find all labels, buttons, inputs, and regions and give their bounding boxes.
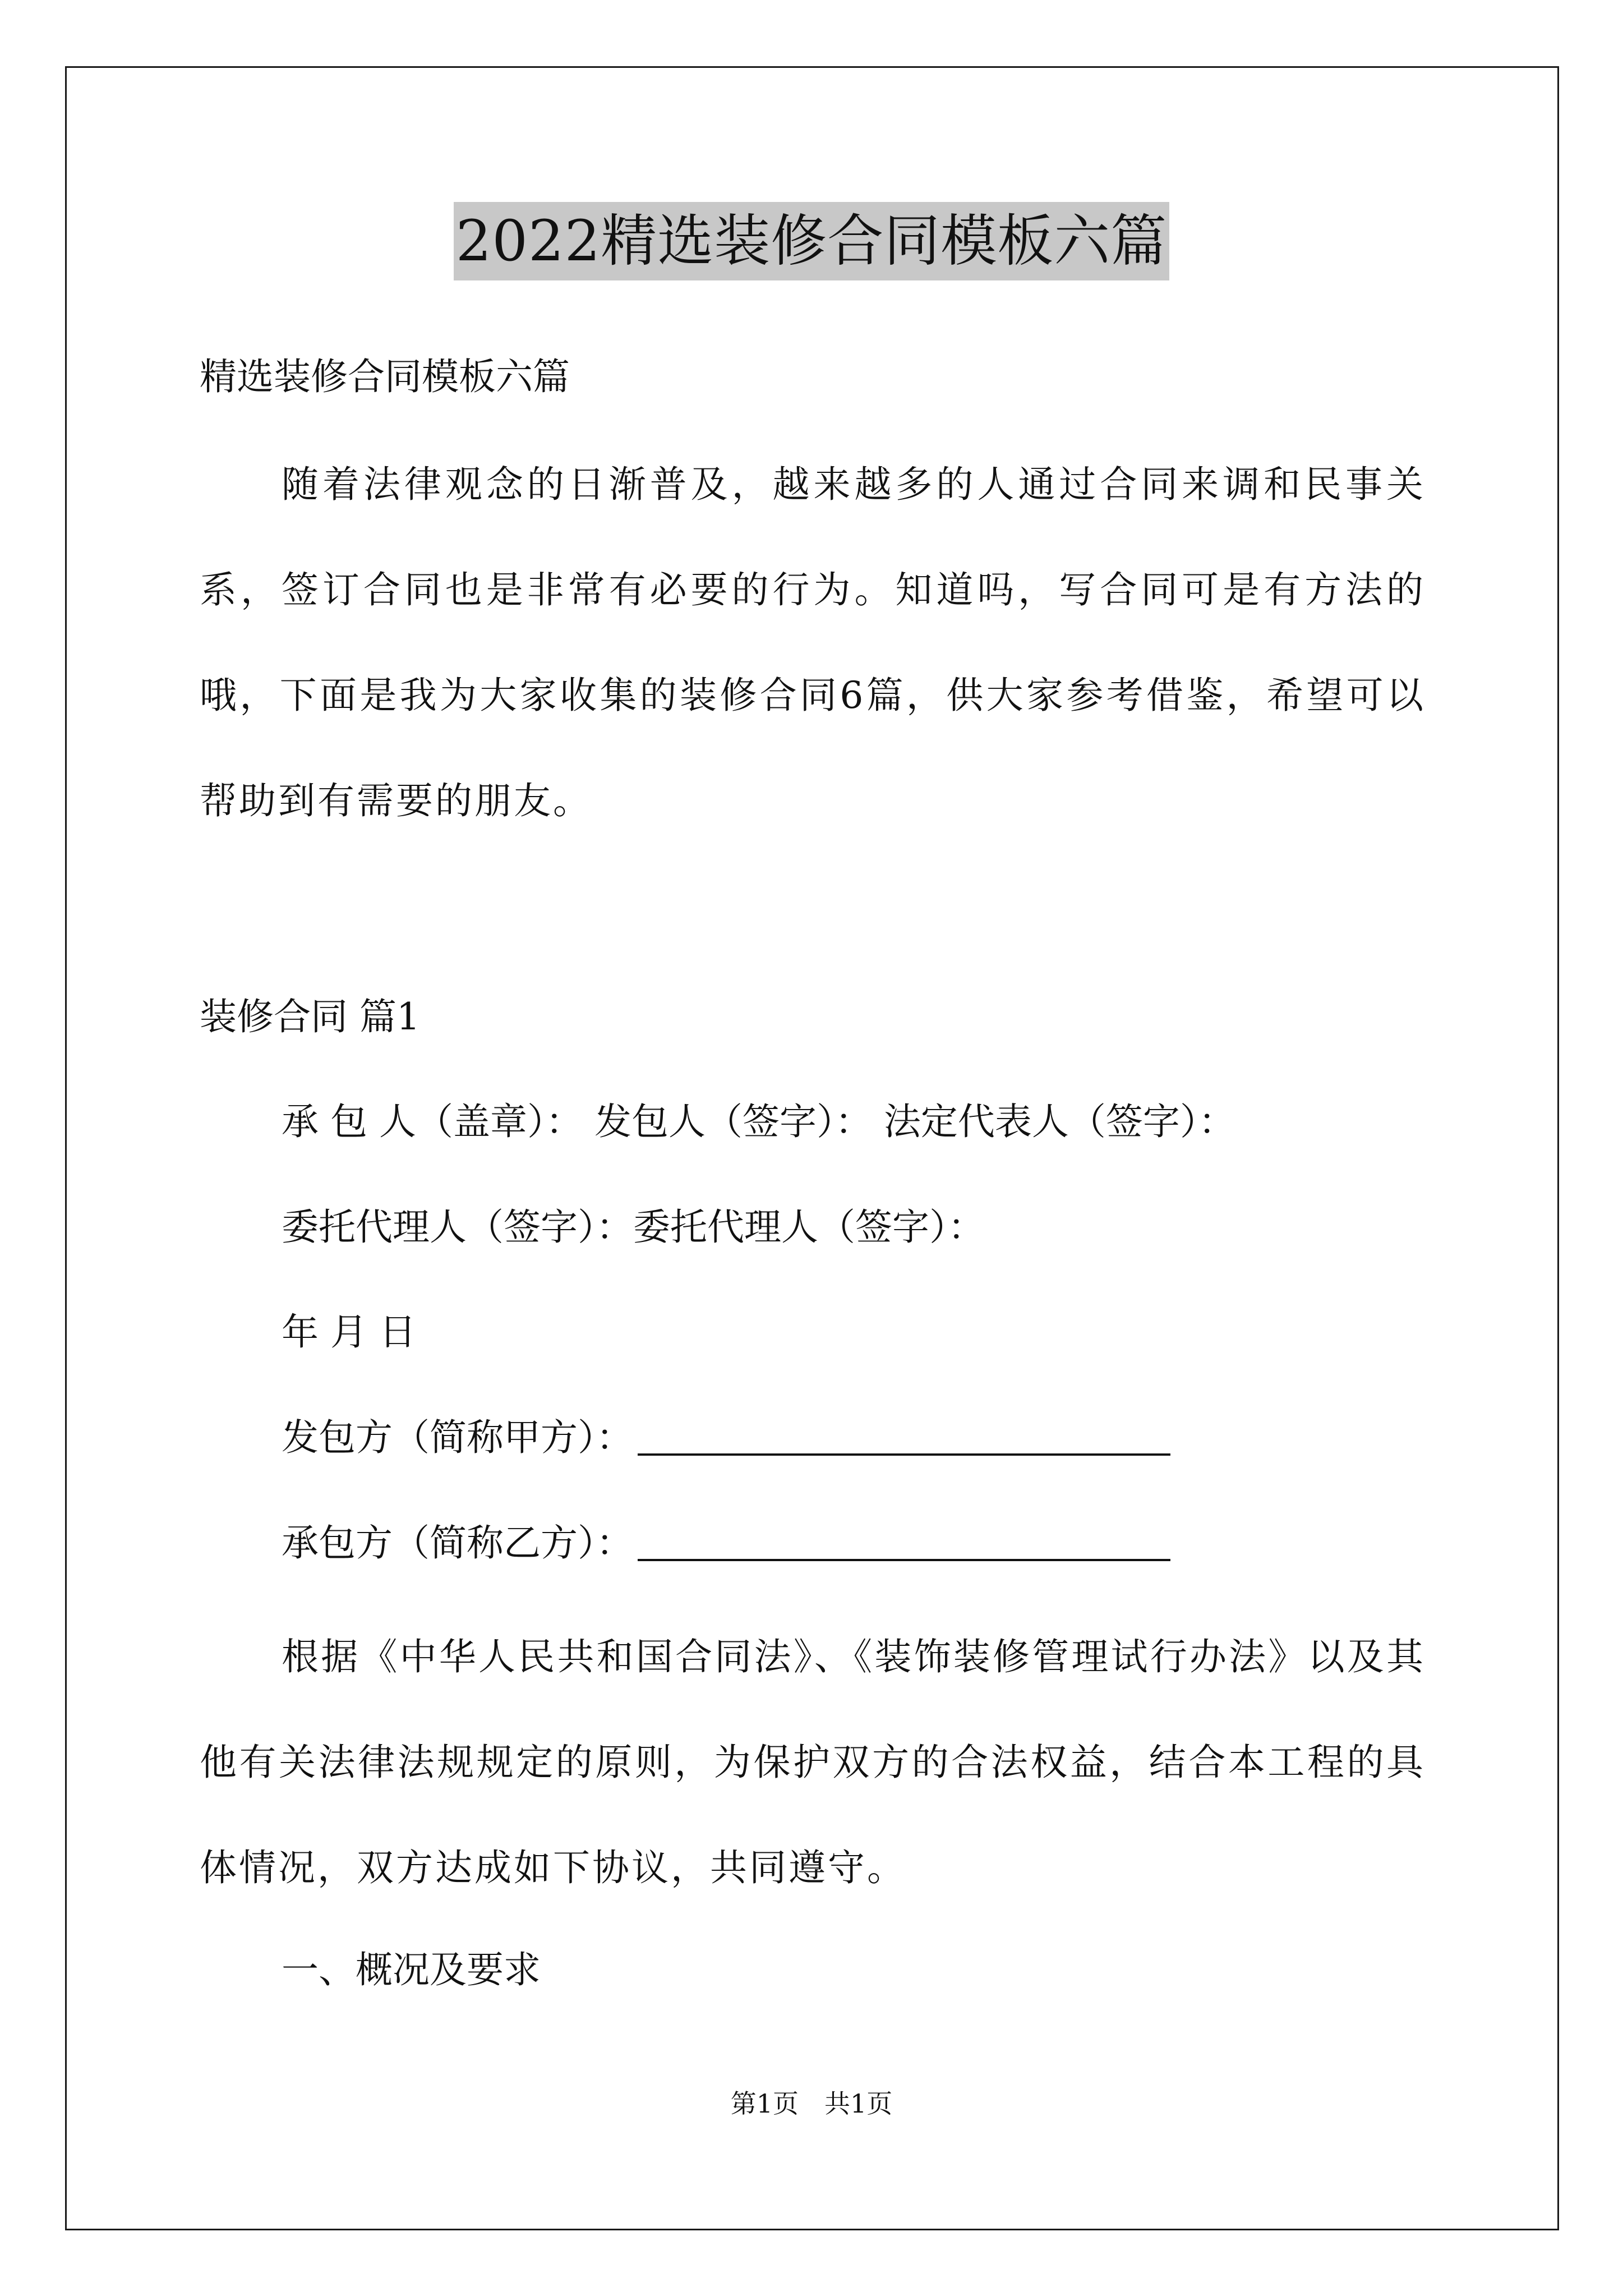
clause-1-heading: 一、概况及要求 <box>282 1948 541 1991</box>
party-b-blank <box>638 1523 1170 1561</box>
date-line: 年 月 日 <box>282 1310 416 1354</box>
party-a-label: 发包方（简称甲方）： <box>282 1416 633 1459</box>
signature-line-1: 承 包 人（盖章）： 发包人（签字）： 法定代表人（签字）： <box>282 1100 1235 1143</box>
basis-paragraph: 根据《中华人民共和国合同法》、《装饰装修管理试行办法》以及其他有关法律法规规定的原则，为保护双方的合法权益，结合本工程的具体情况，双方达成如下协议，共同遵守。 <box>200 1635 1426 1889</box>
party-b-label: 承包方（简称乙方）： <box>282 1521 633 1565</box>
party-a-blank <box>638 1418 1170 1456</box>
section-heading: 装修合同 篇1 <box>200 995 420 1038</box>
document-subtitle: 精选装修合同模板六篇 <box>200 355 570 398</box>
document-title: 2022精选装修合同模板六篇 <box>454 202 1170 280</box>
party-b-line <box>282 1518 1170 1568</box>
signature-line-2: 委托代理人（签字）：委托代理人（签字）： <box>282 1205 985 1249</box>
intro-paragraph: 随着法律观念的日渐普及，越来越多的人通过合同来调和民事关系，签订合同也是非常有必要的行为。知道吗，写合同可是有方法的哦，下面是我为大家收集的装修合同6篇，供大家参考借鉴，希望可以帮助到有需要的朋友。 <box>200 463 1426 822</box>
page-footer: 第1页 共1页 <box>730 2088 893 2119</box>
party-a-line <box>282 1412 1170 1463</box>
title-container <box>0 202 1623 280</box>
